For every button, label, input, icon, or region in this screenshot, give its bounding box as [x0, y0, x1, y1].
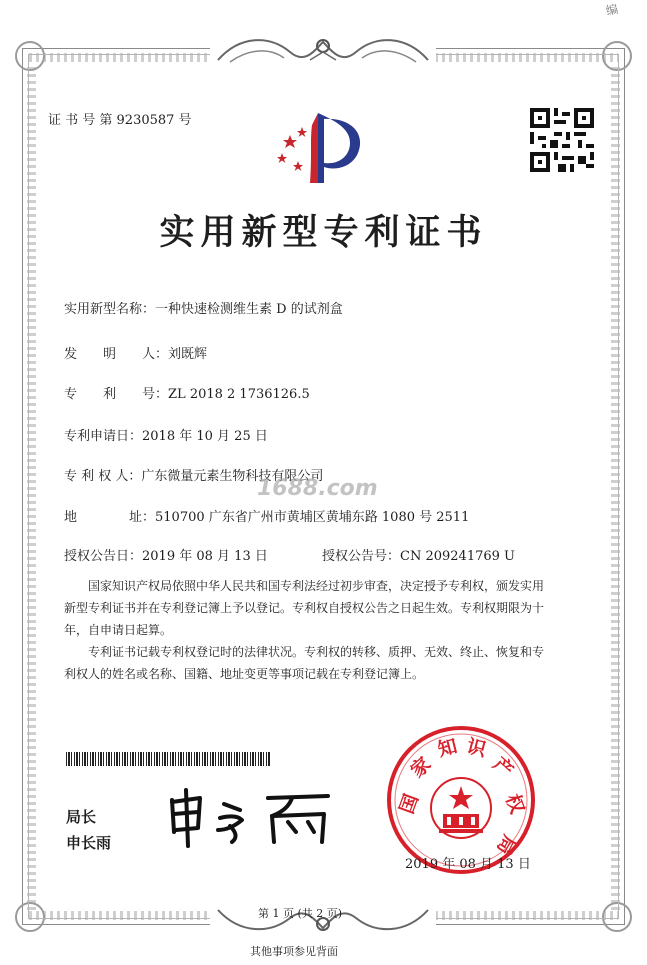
- watermark: 1688.com: [257, 476, 378, 501]
- grant-number-row: [322, 545, 515, 564]
- grant-date-value: 2019 年 08 月 13 日: [142, 549, 268, 564]
- svg-text:产: 产: [488, 753, 518, 783]
- svg-text:局: 局: [492, 831, 521, 859]
- certificate-number: 证 书 号 第 9230587 号: [48, 113, 192, 128]
- seal-date: 2019 年 08 月 13 日: [405, 857, 531, 872]
- svg-text:权: 权: [501, 791, 529, 817]
- application-date-label: 专利申请日：: [64, 429, 143, 444]
- corner-note: 编: [604, 1, 620, 19]
- body-line: 年，自申请日起算。: [64, 623, 173, 637]
- official-seal-icon: [385, 724, 537, 876]
- patent-number-value: ZL 2018 2 1736126.5: [168, 387, 310, 402]
- top-ornament-icon: [210, 30, 436, 72]
- director-signature-icon: [160, 786, 335, 848]
- grant-date-row: [64, 545, 268, 564]
- barcode: [66, 752, 271, 766]
- svg-text:家: 家: [406, 753, 436, 783]
- director-title: 局长: [66, 808, 97, 826]
- patent-number-label: 专 利 号：: [64, 387, 169, 402]
- director-name: 申长雨: [66, 834, 112, 852]
- grant-date-label: 授权公告日：: [64, 549, 143, 564]
- body-line: 专利证书记载专利权登记时的法律状况。专利权的转移、质押、无效、终止、恢复和专: [64, 645, 545, 659]
- cnipa-logo-icon: [270, 105, 380, 185]
- grant-number-label: 授权公告号：: [322, 549, 401, 564]
- utility-name-row: [64, 298, 343, 317]
- body-line: 利权人的姓名或名称、国籍、地址变更等事项记载在专利登记簿上。: [64, 667, 425, 681]
- svg-text:识: 识: [464, 735, 489, 762]
- svg-text:国: 国: [395, 791, 423, 817]
- utility-name-label: 实用新型名称：: [64, 302, 156, 317]
- patentee-label: 专 利 权 人：: [64, 469, 142, 484]
- patentee-value: 广东微量元素生物科技有限公司: [141, 469, 324, 484]
- application-date-row: [64, 425, 268, 444]
- inventor-label: 发 明 人：: [64, 347, 169, 362]
- svg-text:知: 知: [435, 735, 460, 762]
- address-value: 510700 广东省广州市黄埔区黄埔东路 1080 号 2511: [155, 510, 470, 525]
- inventor-row: [64, 343, 207, 362]
- body-line: 国家知识产权局依照中华人民共和国专利法经过初步审查，决定授予专利权，颁发实用: [64, 579, 545, 593]
- certificate-body: [64, 575, 584, 685]
- utility-name-value: 一种快速检测维生素 D 的试剂盒: [155, 302, 343, 317]
- footer-note: 其他事项参见背面: [250, 945, 338, 958]
- qr-code-icon: [530, 108, 594, 172]
- patent-number-row: [64, 383, 310, 402]
- grant-number-value: CN 209241769 U: [400, 549, 515, 564]
- application-date-value: 2018 年 10 月 25 日: [142, 429, 268, 444]
- page-info: 第 1 页 (共 2 页): [258, 907, 343, 920]
- address-label: 地 址：: [64, 510, 156, 525]
- address-row: [64, 506, 469, 525]
- inventor-value: 刘既辉: [168, 347, 208, 362]
- body-line: 新型专利证书并在专利登记簿上予以登记。专利权自授权公告之日起生效。专利权期限为十: [64, 601, 545, 615]
- certificate-title: 实用新型专利证书: [159, 212, 488, 253]
